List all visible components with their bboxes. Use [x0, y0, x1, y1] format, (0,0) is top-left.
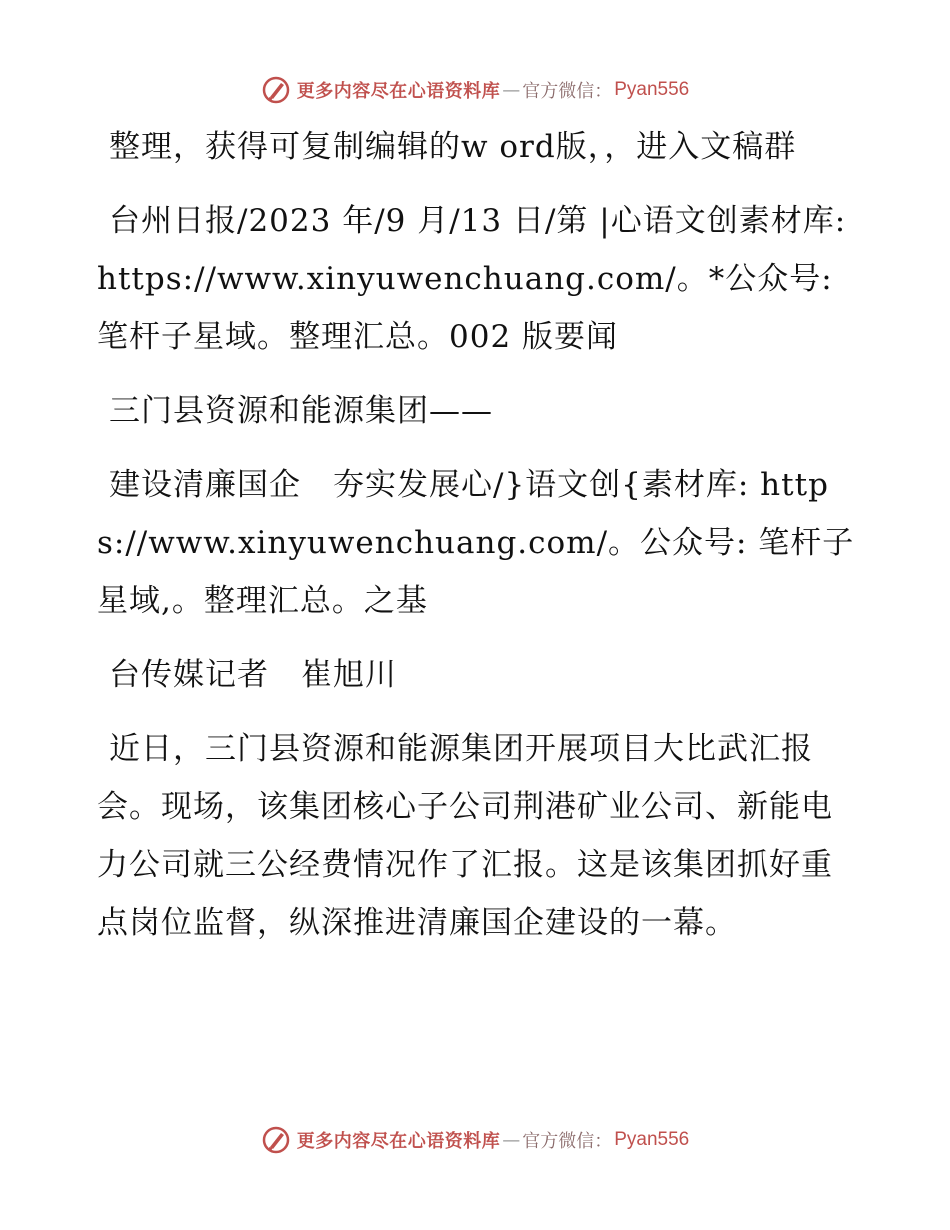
quill-logo-icon	[261, 1125, 291, 1155]
banner-dash: —	[502, 1129, 521, 1151]
paragraph-source: 台州日报/2023 年/9 月/13 日/第 |心语文创素材库: https://www.xinyuwenchuang.com/。*公众号: 笔杆子星域。整理汇总。002 版要闻	[97, 203, 847, 355]
banner-wechat-id: Pyan556	[614, 1129, 690, 1150]
paragraph-subheadline: 建设清廉国企 夯实发展心/}语文创{素材库: https://www.xinyuwenchuang.com/。公众号: 笔杆子星域,。整理汇总。之基	[97, 467, 855, 619]
footer-banner	[0, 1120, 950, 1160]
header-banner	[0, 70, 950, 110]
banner-text: 更多内容尽在心语资料库	[296, 1131, 501, 1152]
banner-wechat-id: Pyan556	[614, 79, 690, 100]
banner-wechat-label: 官方微信：	[522, 81, 613, 102]
banner-dash: —	[502, 79, 521, 101]
paragraph-byline: 台传媒记者 崔旭川	[109, 657, 397, 693]
document-body	[97, 118, 857, 968]
paragraph-headline: 三门县资源和能源集团——	[109, 393, 493, 429]
banner-text: 更多内容尽在心语资料库	[296, 81, 501, 102]
banner-wechat-label: 官方微信：	[522, 1131, 613, 1152]
paragraph-body: 近日，三门县资源和能源集团开展项目大比武汇报会。现场，该集团核心子公司荆港矿业公司、新能电力公司就三公经费情况作了汇报。这是该集团抓好重点岗位监督，纵深推进清廉国企建设的一幕。	[97, 731, 833, 941]
paragraph-intro: 整理，获得可复制编辑的w ord版，，进入文稿群	[109, 129, 797, 165]
quill-logo-icon	[261, 75, 291, 105]
